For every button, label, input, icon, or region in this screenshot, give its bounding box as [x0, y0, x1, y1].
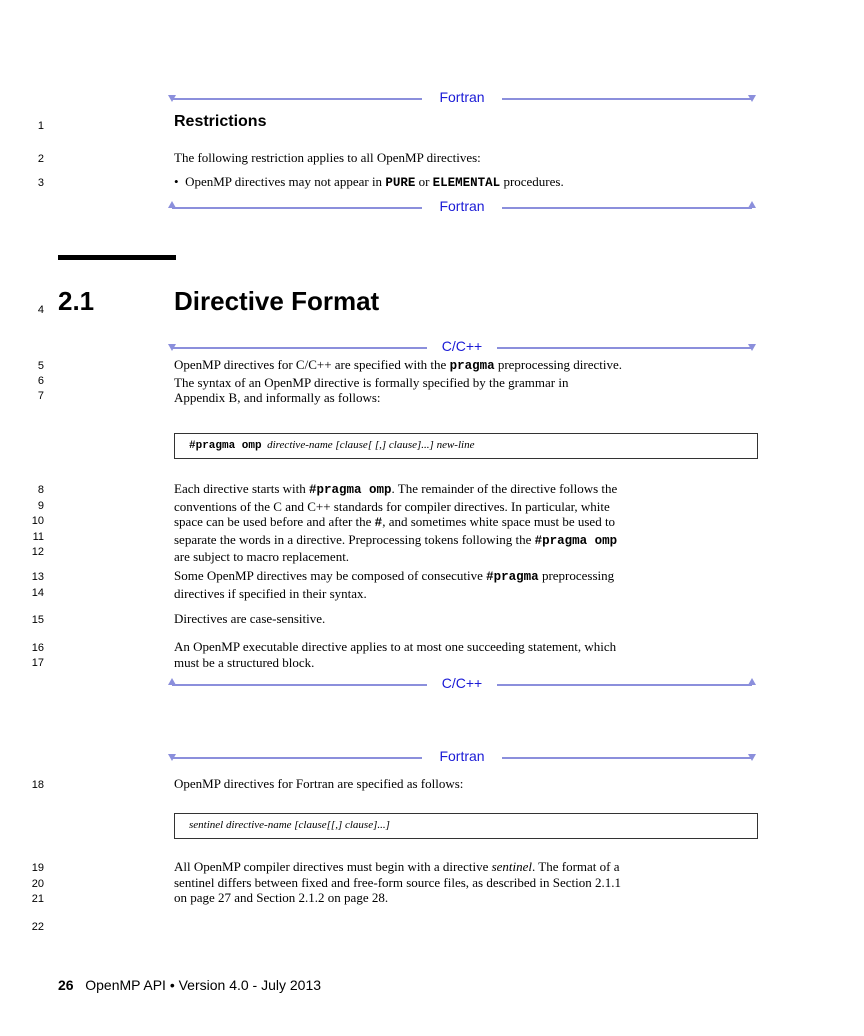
fortran-paragraph-2: All OpenMP compiler directives must begin with a directive sentinel. The format of a sentinel differs between fixed and free-form source files, as described in Section 2.1.1 on page 27 and Section 2.1.2 on page 28. [174, 859, 622, 905]
line-number: 18 [31, 779, 44, 791]
line-number: 6 [37, 375, 44, 387]
restrictions-intro: The following restriction applies to all OpenMP directives: [174, 150, 481, 165]
page-number: 26 [58, 977, 74, 993]
line-number: 11 [32, 531, 44, 543]
ccpp-paragraph-4: Directives are case-sensitive. [174, 611, 326, 626]
line-number: 9 [37, 500, 44, 512]
line-number: 3 [37, 177, 44, 189]
ccpp-paragraph-2: Each directive starts with #pragma omp. The remainder of the directive follows the conventions of the C and C++ standards for compiler directives. In particular, white space can be used before and after the #, and sometimes white space must be used to separate the words in a directive. Preprocessing tokens following the #pragma omp are subject to macro replacement. [174, 481, 618, 564]
ccpp-start-banner [168, 340, 756, 354]
restrictions-heading: Restrictions [174, 113, 267, 130]
fortran-label: Fortran [433, 198, 490, 214]
line-number: 2 [37, 153, 44, 165]
line-number: 22 [31, 921, 44, 933]
line-number: 13 [31, 571, 44, 583]
line-number: 5 [37, 360, 44, 372]
fortran-start-banner [168, 91, 756, 105]
footer-text: OpenMP API • Version 4.0 - July 2013 [85, 977, 322, 993]
ccpp-label: C/C++ [436, 338, 488, 354]
ccpp-paragraph-3: Some OpenMP directives may be composed of consecutive #pragma preprocessing directives if specified in their syntax. [174, 568, 615, 601]
line-number: 21 [31, 893, 44, 905]
fortran-end-banner [168, 200, 756, 214]
section-number: 2.1 [58, 286, 95, 316]
line-number: 14 [31, 587, 44, 599]
ccpp-end-banner [168, 677, 756, 691]
line-number: 8 [37, 484, 44, 496]
line-number: 7 [37, 390, 44, 402]
section-rule [58, 255, 176, 260]
line-number: 4 [37, 304, 44, 316]
page-footer [58, 977, 321, 993]
fortran-label: Fortran [433, 89, 490, 105]
fortran-label: Fortran [433, 748, 490, 764]
ccpp-paragraph-5: An OpenMP executable directive applies to at most one succeeding statement, which must be a structured block. [174, 639, 617, 670]
line-number: 19 [31, 862, 44, 874]
line-number: 17 [31, 657, 44, 669]
line-number: 20 [31, 878, 44, 890]
fortran-syntax-box: sentinel directive-name [clause[[,] clause]...] [174, 813, 758, 839]
line-number: 15 [31, 614, 44, 626]
restrictions-bullet: • OpenMP directives may not appear in PURE or ELEMENTAL procedures. [174, 174, 564, 190]
line-number: 12 [31, 546, 44, 558]
ccpp-syntax-box: #pragma omp directive-name [clause[ [,] clause]...] new-line [174, 433, 758, 459]
ccpp-label: C/C++ [436, 675, 488, 691]
fortran-start-banner [168, 750, 756, 764]
line-number: 16 [31, 642, 44, 654]
line-number: 1 [37, 120, 44, 132]
fortran-paragraph-1: OpenMP directives for Fortran are specified as follows: [174, 776, 464, 791]
bullet-glyph: • [174, 174, 186, 189]
line-number: 10 [31, 515, 44, 527]
section-title: Directive Format [174, 286, 380, 316]
ccpp-paragraph-1: OpenMP directives for C/C++ are specified with the pragma preprocessing directive. The syntax of an OpenMP directive is formally specified by the grammar in Appendix B, and informally as follows: [174, 357, 623, 405]
